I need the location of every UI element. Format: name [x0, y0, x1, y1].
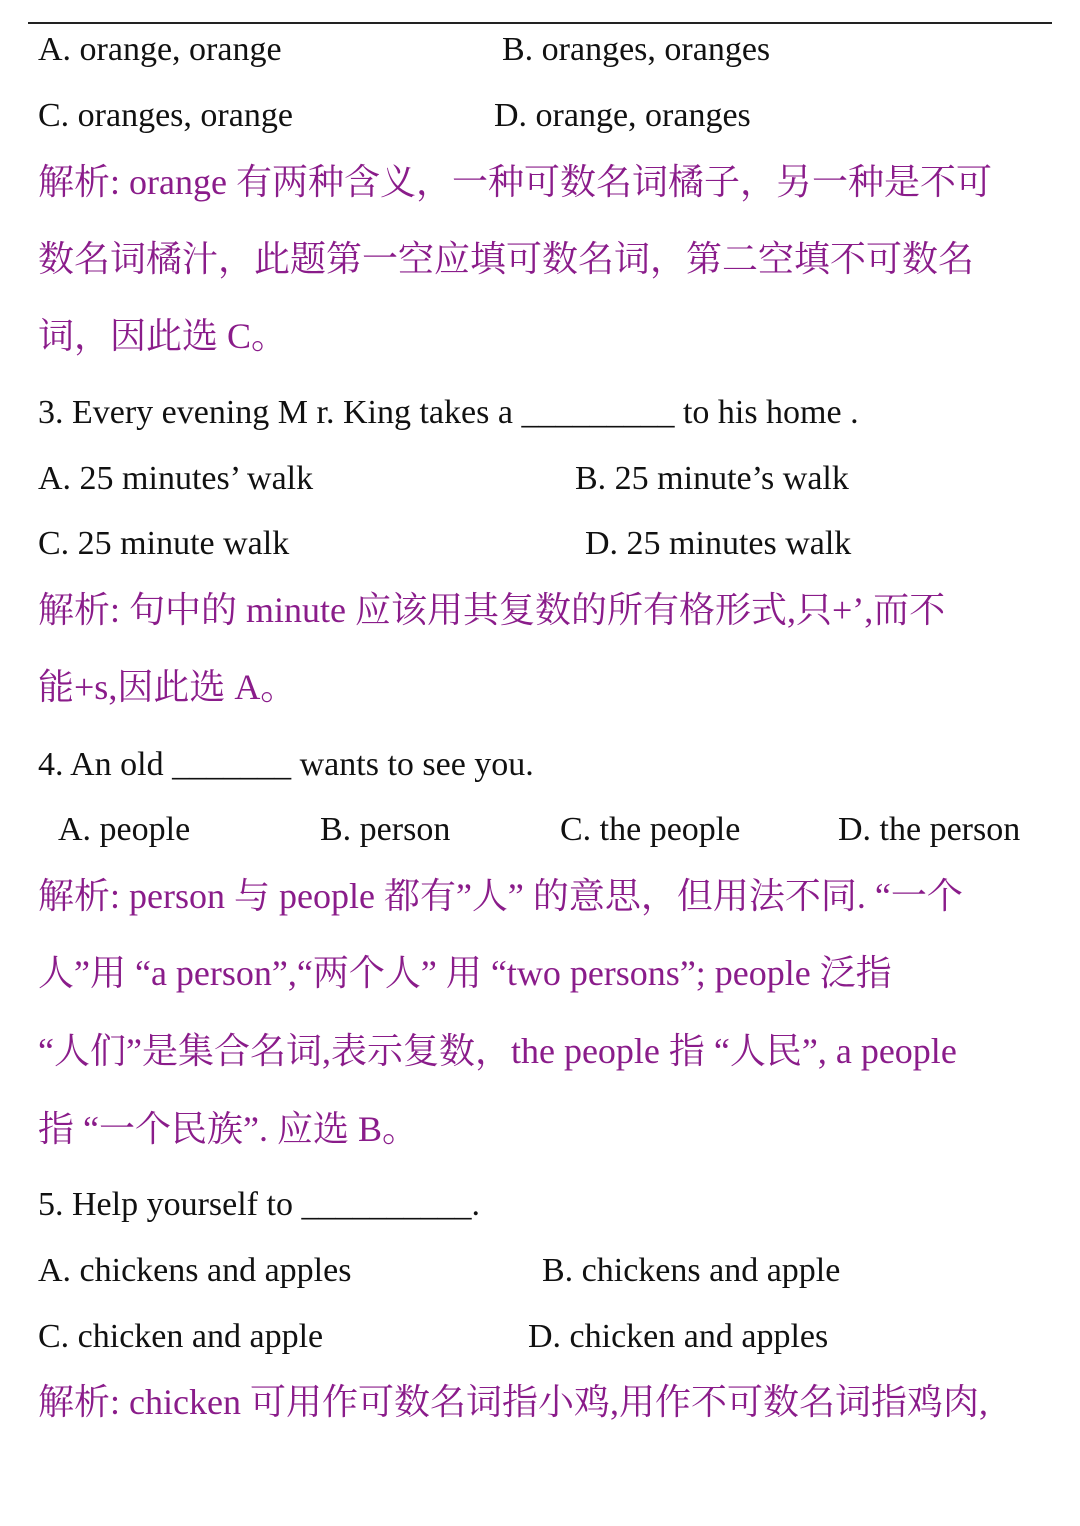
- q2-analysis-line-3: 词，因此选 C。: [38, 316, 288, 356]
- q4-analysis-line-3: “人们”是集合名词,表示复数，the people 指 “人民”, a people: [38, 1031, 957, 1071]
- q3-option-c: C. 25 minute walk: [38, 525, 290, 562]
- q5-option-d: D. chicken and apples: [528, 1318, 829, 1355]
- q3-option-a: A. 25 minutes’ walk: [38, 460, 314, 497]
- q4-option-d: D. the person: [838, 811, 1021, 848]
- q2-analysis-line-1: 解析: orange 有两种含义，一种可数名词橘子，另一种是不可: [38, 162, 992, 202]
- q4-analysis-line-2: 人”用 “a person”,“两个人” 用 “two persons”; people 泛指: [38, 953, 892, 993]
- q5-option-a: A. chickens and apples: [38, 1252, 352, 1289]
- q4-analysis-line-1: 解析: person 与 people 都有”人” 的意思，但用法不同. “一个: [38, 876, 963, 916]
- q3-stem: 3. Every evening M r. King takes a _________ to his home .: [38, 394, 859, 431]
- top-rule: [28, 22, 1052, 24]
- q2-option-a: A. orange, orange: [38, 31, 282, 68]
- q5-stem: 5. Help yourself to __________.: [38, 1186, 480, 1223]
- q5-option-b: B. chickens and apple: [542, 1252, 841, 1289]
- q4-option-a: A. people: [58, 811, 191, 848]
- q4-analysis-line-4: 指 “一个民族”. 应选 B。: [38, 1109, 418, 1149]
- q5-analysis-line-1: 解析: chicken 可用作可数名词指小鸡,用作不可数名词指鸡肉,: [38, 1382, 988, 1422]
- q2-option-d: D. orange, oranges: [494, 97, 751, 134]
- q2-option-c: C. oranges, orange: [38, 97, 293, 134]
- q4-option-b: B. person: [320, 811, 451, 848]
- q3-option-b: B. 25 minute’s walk: [575, 460, 849, 497]
- q2-analysis-line-2: 数名词橘汁，此题第一空应填可数名词，第二空填不可数名: [38, 239, 975, 279]
- q2-option-b: B. oranges, oranges: [502, 31, 771, 68]
- q3-option-d: D. 25 minutes walk: [585, 525, 852, 562]
- q3-analysis-line-1: 解析: 句中的 minute 应该用其复数的所有格形式,只+’,而不: [38, 590, 946, 630]
- q5-option-c: C. chicken and apple: [38, 1318, 324, 1355]
- q3-analysis-line-2: 能+s,因此选 A。: [38, 667, 297, 707]
- q4-stem: 4. An old _______ wants to see you.: [38, 746, 534, 783]
- q4-option-c: C. the people: [560, 811, 741, 848]
